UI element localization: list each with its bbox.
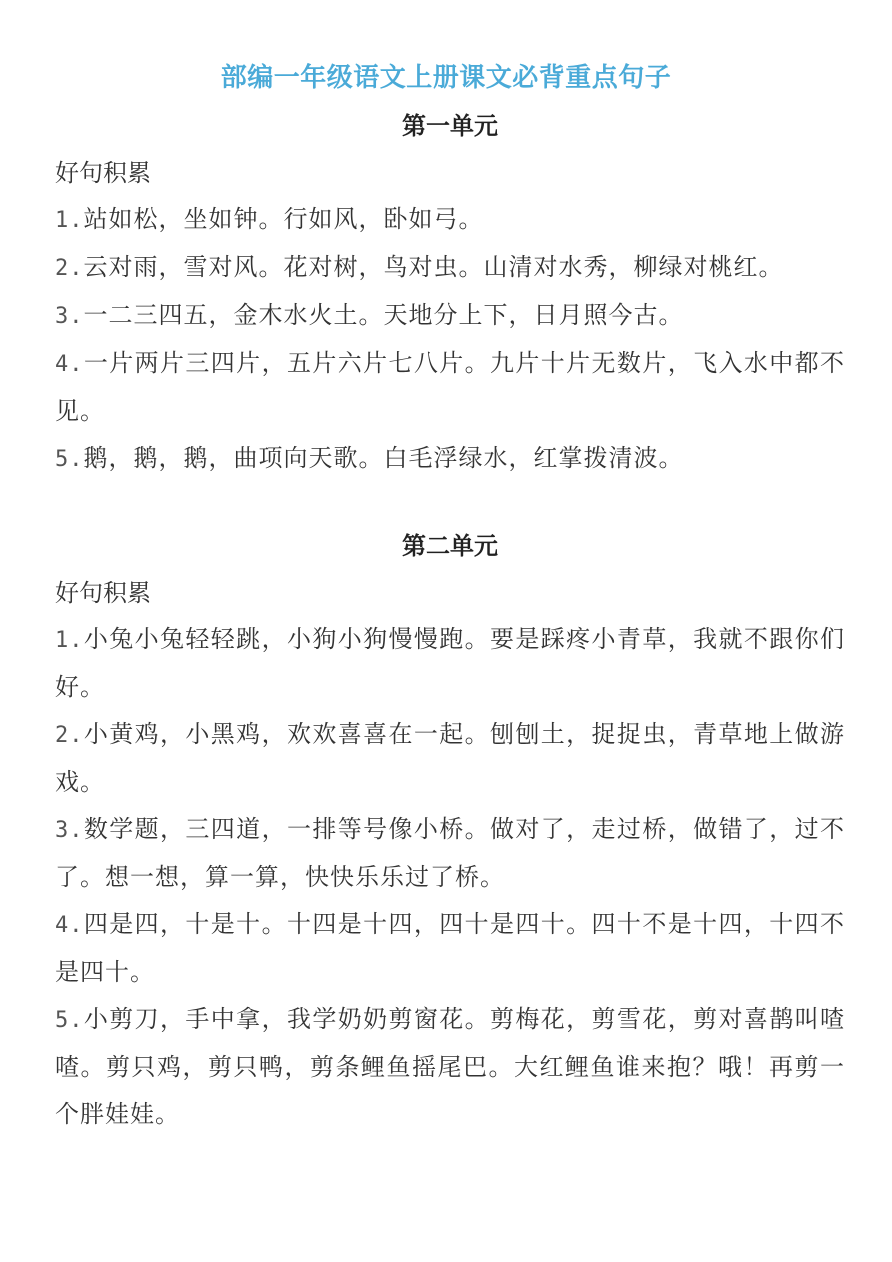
sentence-item xyxy=(55,806,845,901)
sentence-number: 5. xyxy=(55,447,84,472)
sentence-number: 2. xyxy=(55,256,84,281)
sentence-number: 1. xyxy=(55,208,84,233)
sentence-text: 小兔小兔轻轻跳，小狗小狗慢慢跑。要是踩疼小青草，我就不跟你们好。 xyxy=(55,625,845,701)
sentence-text: 站如松，坐如钟。行如风，卧如弓。 xyxy=(83,205,484,233)
unit-subheading: 好句积累 xyxy=(55,159,151,187)
sentence-item xyxy=(55,292,845,340)
unit-title: 第一单元 xyxy=(402,112,498,140)
sentence-item xyxy=(55,901,845,996)
sentence-text: 小剪刀，手中拿，我学奶奶剪窗花。剪梅花，剪雪花，剪对喜鹊叫喳喳。剪只鸡，剪只鸭，剪条鲤鱼摇尾巴。大红鲤鱼谁来抱？哦！再剪一个胖娃娃。 xyxy=(55,1005,845,1128)
sentence-number: 3. xyxy=(55,304,84,329)
sentence-number: 4. xyxy=(55,913,84,938)
sentence-list xyxy=(55,616,845,1138)
sentence-text: 数学题，三四道，一排等号像小桥。做对了，走过桥，做错了，过不了。想一想，算一算，快快乐乐过了桥。 xyxy=(55,815,845,891)
sentence-item xyxy=(55,244,845,292)
sentence-item xyxy=(55,340,845,435)
unit-section-1 xyxy=(55,104,845,483)
sentence-list xyxy=(55,196,845,483)
sentence-text: 鹅，鹅，鹅，曲项向天歌。白毛浮绿水，红掌拨清波。 xyxy=(83,444,684,472)
unit-subheading: 好句积累 xyxy=(55,579,151,607)
sentence-number: 3. xyxy=(55,818,84,843)
sentence-number: 5. xyxy=(55,1008,84,1033)
sentence-item xyxy=(55,435,845,483)
sentence-number: 4. xyxy=(55,352,84,377)
sentence-item xyxy=(55,711,845,806)
sentence-number: 1. xyxy=(55,628,84,653)
sentence-text: 一片两片三四片，五片六片七八片。九片十片无数片，飞入水中都不见。 xyxy=(55,349,845,425)
sentence-text: 一二三四五，金木水火土。天地分上下，日月照今古。 xyxy=(83,301,684,329)
unit-title: 第二单元 xyxy=(402,532,498,560)
document-title: 部编一年级语文上册课文必背重点句子 xyxy=(220,63,672,93)
sentence-item xyxy=(55,616,845,711)
sentence-number: 2. xyxy=(55,723,84,748)
sentence-text: 云对雨，雪对风。花对树，鸟对虫。山清对水秀，柳绿对桃红。 xyxy=(83,253,784,281)
sentence-text: 小黄鸡，小黑鸡，欢欢喜喜在一起。刨刨土，捉捉虫，青草地上做游戏。 xyxy=(55,720,845,796)
sentence-item xyxy=(55,196,845,244)
unit-section-2 xyxy=(55,524,845,1138)
sentence-item xyxy=(55,996,845,1138)
sentence-text: 四是四，十是十。十四是十四，四十是四十。四十不是十四，十四不是四十。 xyxy=(55,910,845,986)
